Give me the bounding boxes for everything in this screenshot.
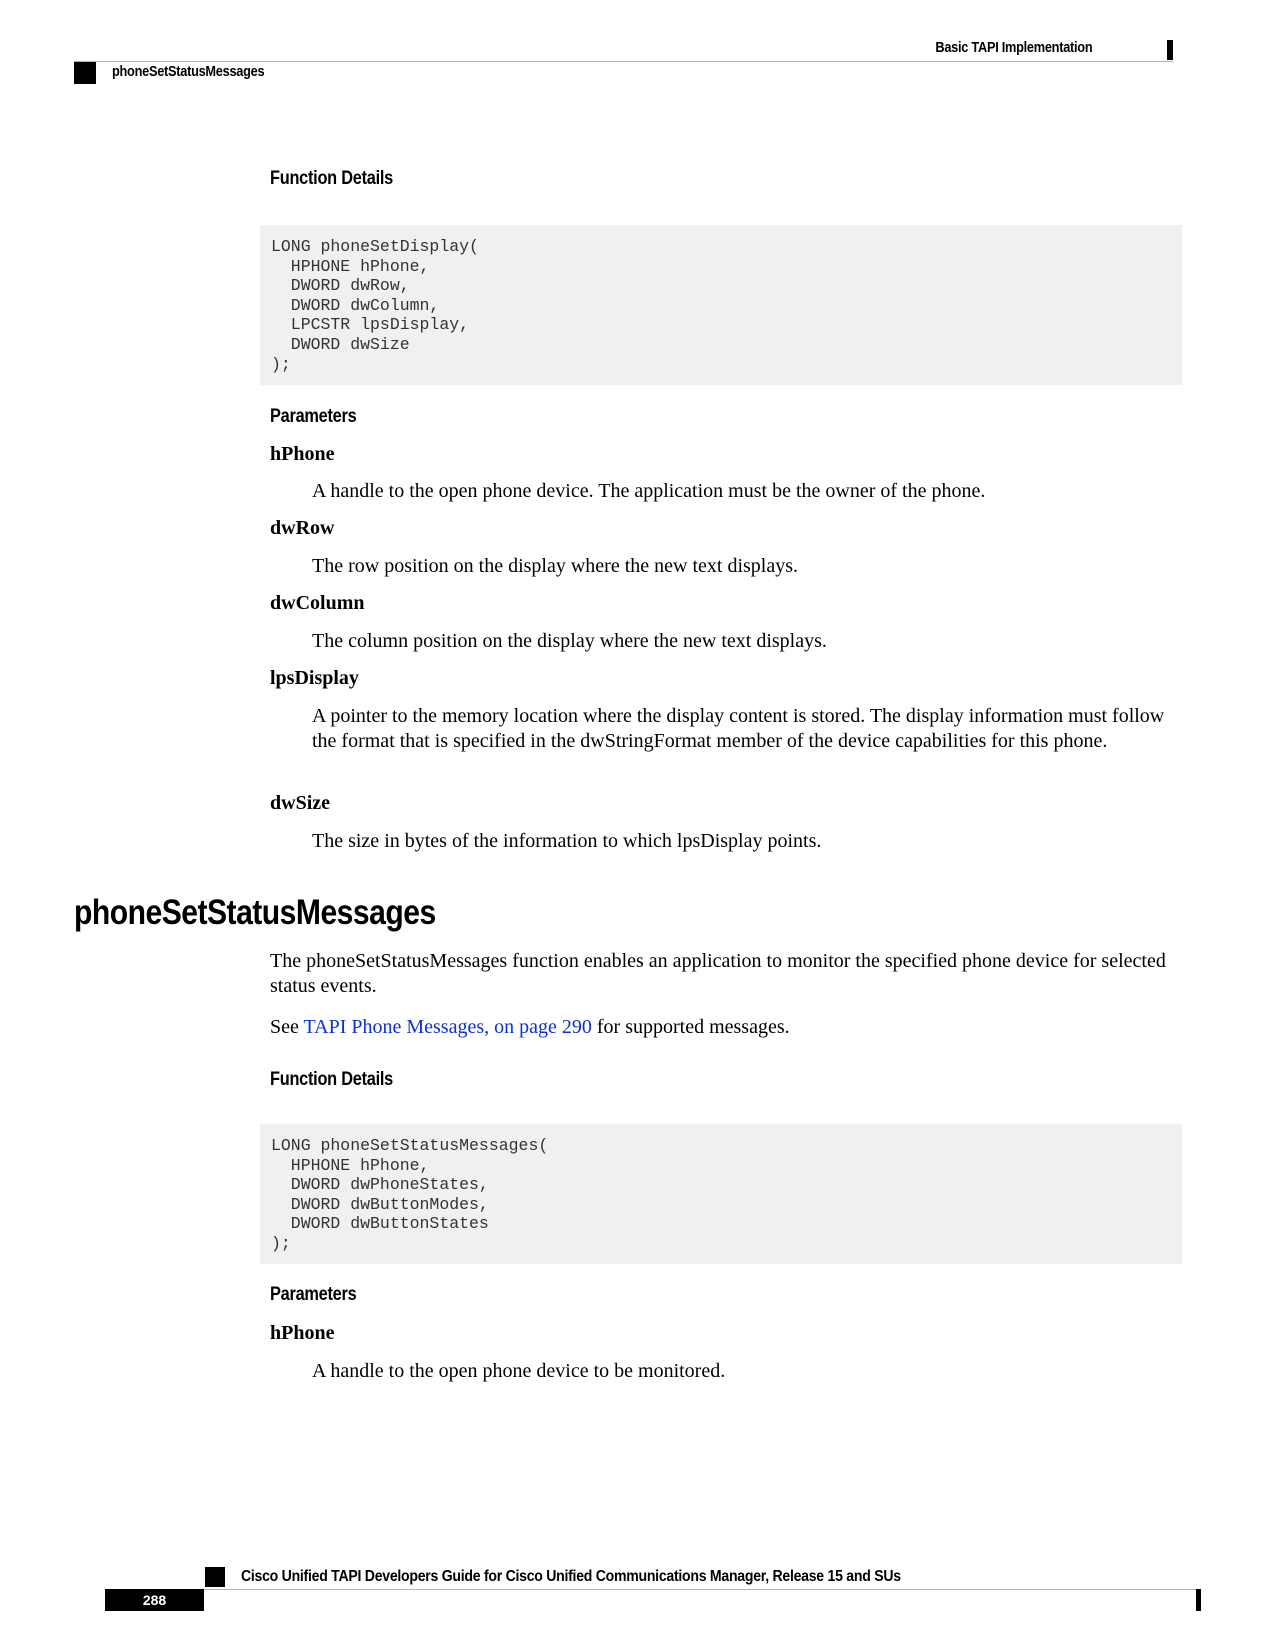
footer-marker-bar (1196, 1589, 1201, 1611)
function-details-heading: Function Details (270, 168, 393, 189)
param-desc-hphone: A handle to the open phone device to be monitored. (312, 1360, 726, 1382)
param-name-dwrow: dwRow (270, 517, 335, 539)
header-rule (74, 61, 1173, 62)
running-header-chapter: Basic TAPI Implementation (935, 40, 1092, 56)
section-intro: The phoneSetStatusMessages function enables an application to monitor the specified phone device for selected status events. (270, 950, 1166, 997)
footer-rule (205, 1589, 1201, 1590)
param-name-dwsize: dwSize (270, 792, 330, 814)
param-name-hphone: hPhone (270, 443, 335, 465)
param-name-lpsdisplay: lpsDisplay (270, 667, 359, 689)
param-name-dwcolumn: dwColumn (270, 592, 365, 614)
section-title: phoneSetStatusMessages (74, 893, 436, 932)
param-desc-lpsdisplay: A pointer to the memory location where the display content is stored. The display information must follow the format that is specified in the dwStringFormat member of the device capabilities for this phone. (312, 705, 1165, 752)
footer-marker-block (205, 1567, 225, 1587)
param-name-hphone: hPhone (270, 1322, 335, 1344)
see-also-paragraph (270, 1015, 1187, 1040)
param-desc-dwrow: The row position on the display where the new text displays. (312, 555, 799, 577)
see-suffix: for supported messages. (591, 1016, 790, 1038)
header-marker-block (74, 62, 96, 84)
running-header-section: phoneSetStatusMessages (112, 64, 265, 80)
parameters-heading: Parameters (270, 406, 357, 427)
footer-book-title: Cisco Unified TAPI Developers Guide for Cisco Unified Communications Manager, Release 15 and SUs (241, 1568, 901, 1585)
param-desc-dwsize: The size in bytes of the information to which lpsDisplay points. (312, 830, 822, 852)
code-block-phone-set-status-messages: LONG phoneSetStatusMessages( HPHONE hPhone, DWORD dwPhoneStates, DWORD dwButtonModes, DWORD dwButtonStates ); (260, 1124, 1182, 1264)
code-block-phone-set-display: LONG phoneSetDisplay( HPHONE hPhone, DWORD dwRow, DWORD dwColumn, LPCSTR lpsDisplay, DWORD dwSize ); (260, 225, 1182, 385)
param-desc-dwcolumn: The column position on the display where the new text displays. (312, 630, 827, 652)
function-details-heading: Function Details (270, 1069, 393, 1090)
param-desc-hphone: A handle to the open phone device. The application must be the owner of the phone. (312, 480, 986, 502)
tapi-phone-messages-link[interactable]: TAPI Phone Messages, on page 290 (303, 1016, 592, 1038)
parameters-heading: Parameters (270, 1284, 357, 1305)
see-prefix: See (270, 1016, 304, 1038)
page-number: 288 (105, 1589, 204, 1611)
header-marker-bar (1167, 40, 1173, 60)
